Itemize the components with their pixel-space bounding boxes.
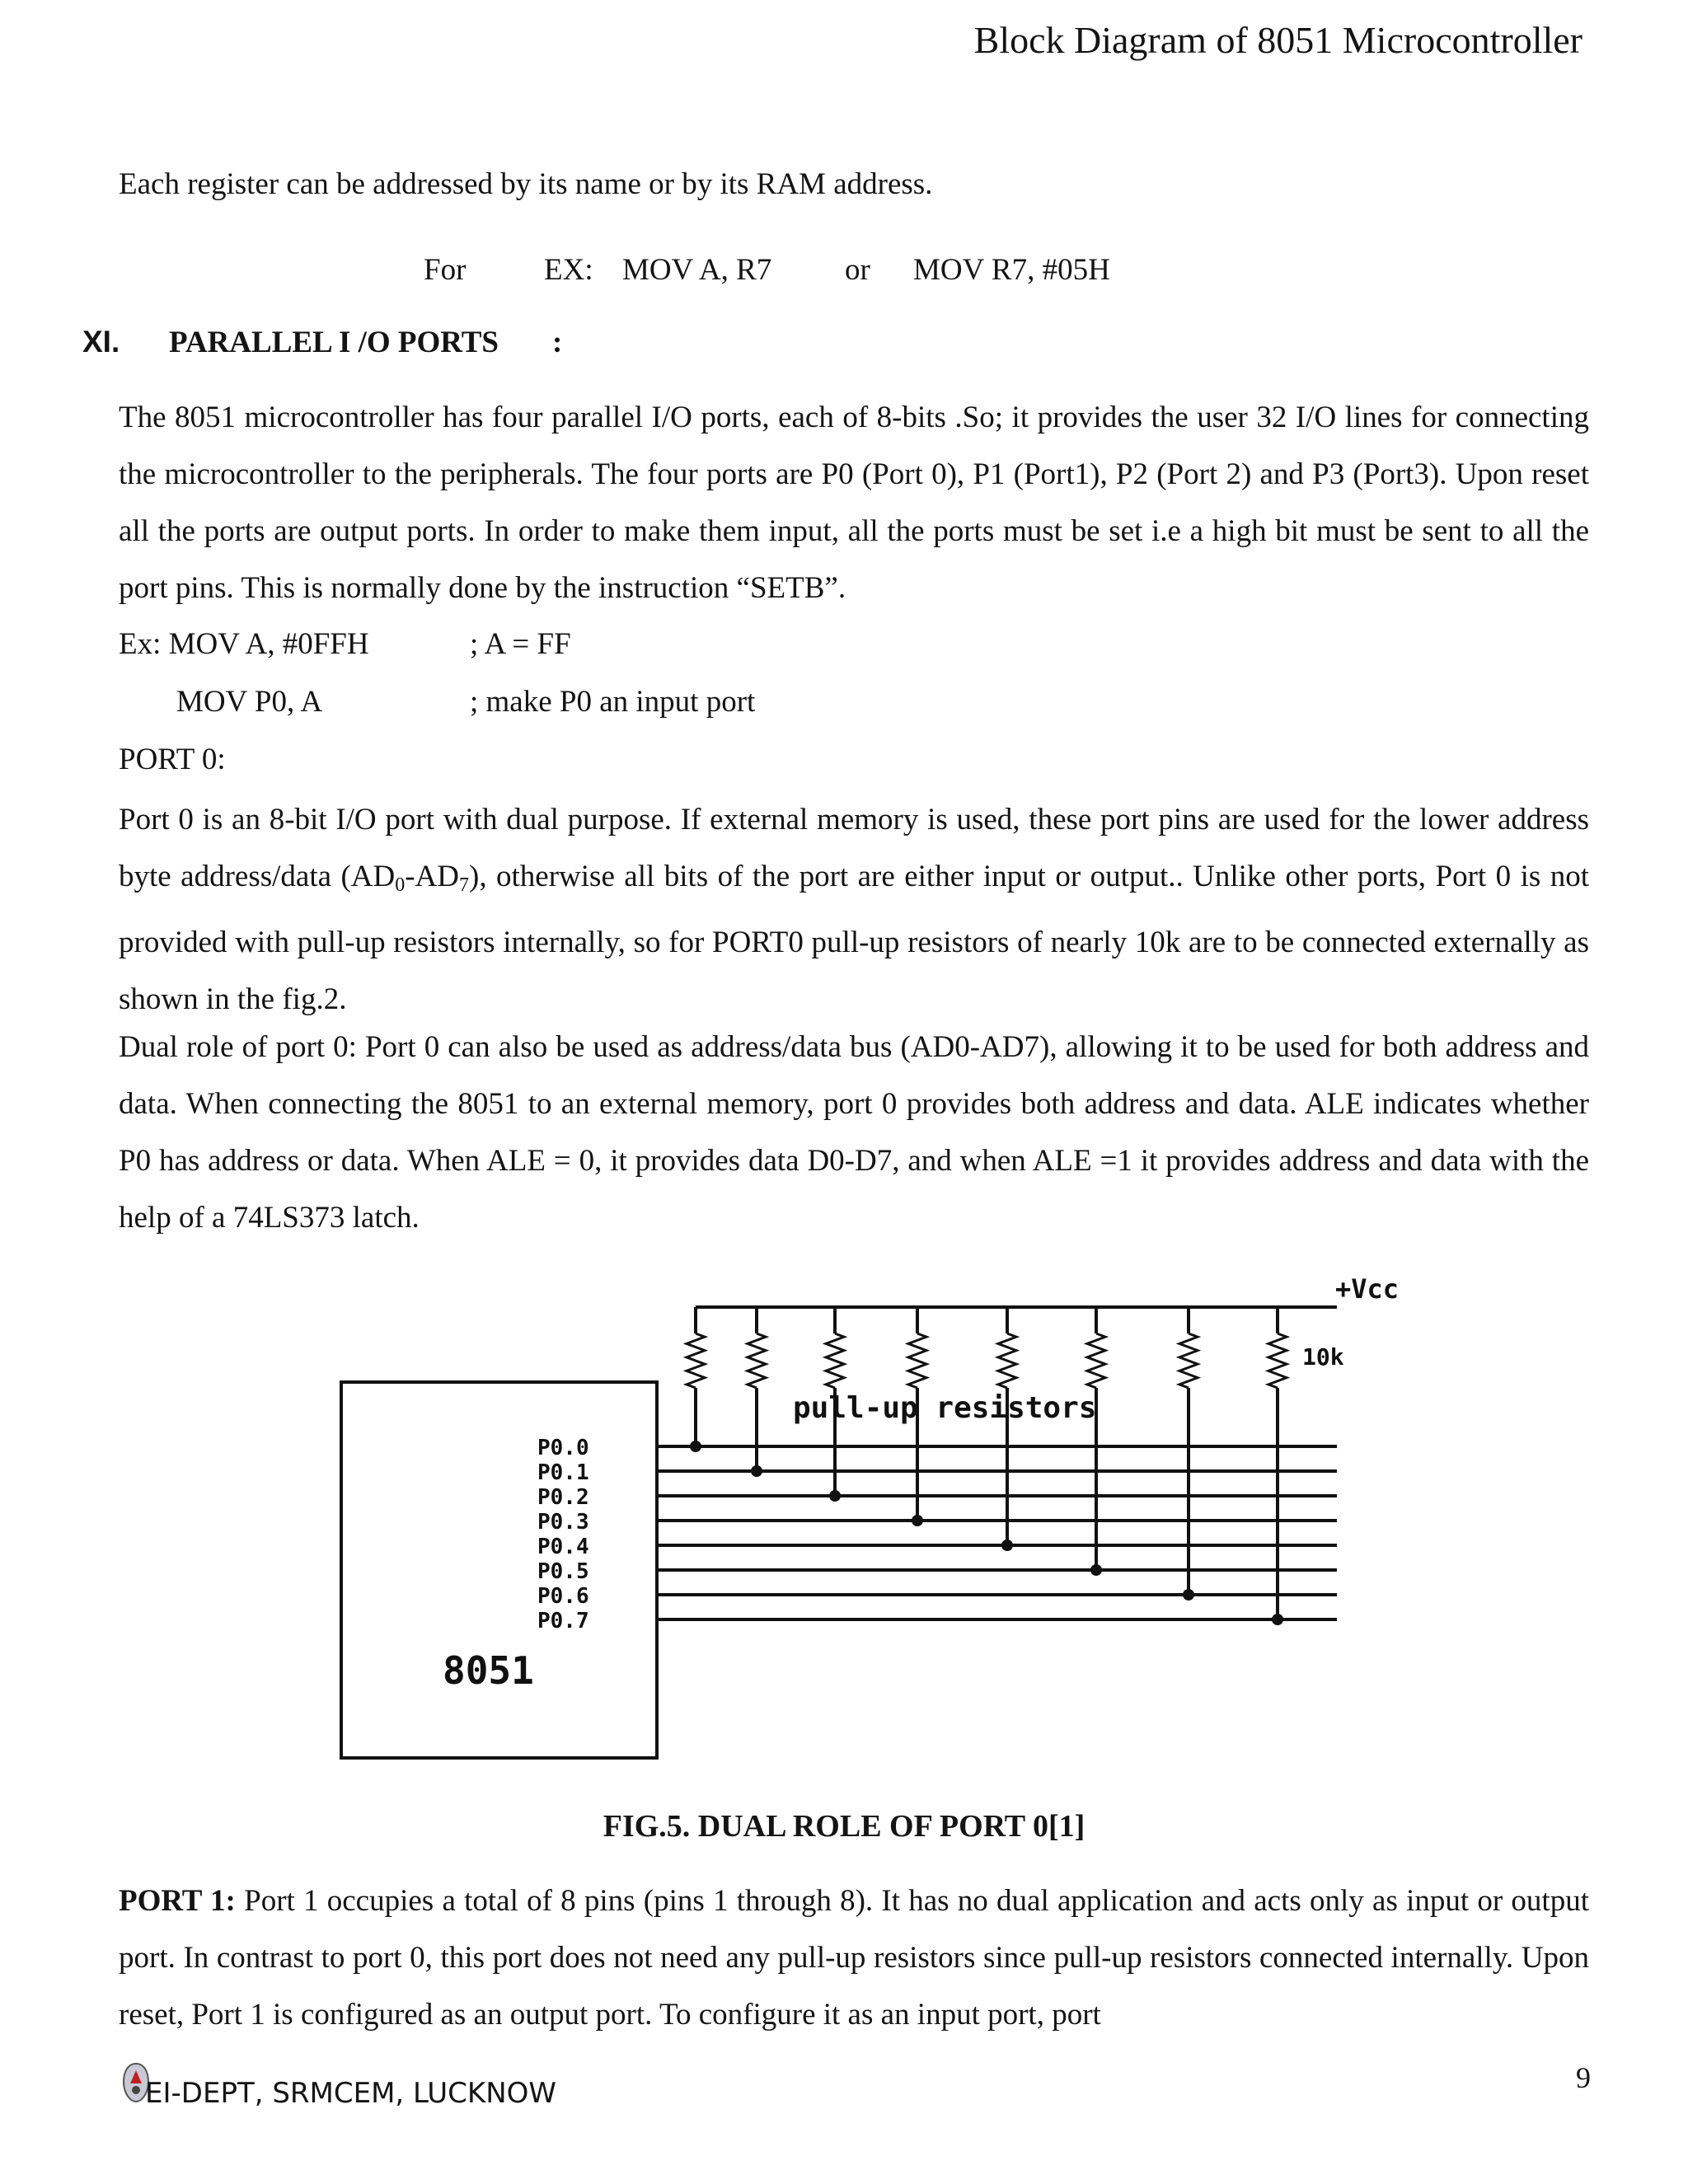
resistor-zigzag-6 [1179,1333,1198,1388]
junction-dot-1 [751,1465,762,1477]
pin-label-p0-0: P0.0 [537,1436,589,1460]
junction-dot-5 [1090,1564,1102,1576]
example-for: For [424,253,467,287]
example-ex-label: EX: [544,253,593,287]
example-comment-1: ; A = FF [470,627,571,661]
port0-dual-role-paragraph: Dual role of port 0: Port 0 can also be used as address/data bus (AD0-AD7), allowing it to be used for both address and data. When connecting the 8051 to an external memory, port 0 provides both address and data. ALE indicates whether P0 has address or data. When ALE = 0, it provides data D0-D7, and when ALE =1 it provides address and data with the help of a 74LS373 latch. [119,1030,1589,1235]
example-or: or [845,253,870,287]
junction-dot-2 [829,1490,841,1502]
port1-paragraph: PORT 1: Port 1 occupies a total of 8 pins (pins 1 through 8). It has no dual application and acts only as input or output port. In contrast to port 0, this port does not need any pull-up resistors since pull-up resistors connected internally. Upon reset, Port 1 is configured as an output port. To configure it as an input port, port [119,1884,1589,2032]
chip-label: 8051 [443,1648,534,1693]
pin-label-p0-5: P0.5 [537,1559,589,1584]
pin-label-p0-6: P0.6 [537,1584,589,1609]
port0-paragraph: Port 0 is an 8-bit I/O port with dual purpose. If external memory is used, these port pins are used for the lower address byte address/data $(AD_0-AD_7)$, otherwise all bits of the port are either input or output.. Unlike other ports, Port 0 is not provided with pull-up resistors internally, so for PORT0 pull-up resistors of nearly 10k are to be connected externally as shown in the fig.2. [119,803,1589,1016]
figure-caption: FIG.5. DUAL ROLE OF PORT 0[1] [603,1809,1085,1844]
resistor-zigzag-0 [687,1333,705,1388]
section-title: PARALLEL I /O PORTS [169,326,499,359]
ports-intro-paragraph: The 8051 microcontroller has four parallel I/O ports, each of 8-bits .So; it provides the user 32 I/O lines for connecting the microcontroller to the peripherals. The four ports are P0 (Port 0), P1 (Port1), P2 (Port 2) and P3 (Port3). Upon reset all the ports are output ports. In order to make them input, all the ports must be set i.e a high bit must be sent to all the port pins. This is normally done by the instruction “SETB”. [119,401,1589,605]
pin-label-p0-4: P0.4 [537,1535,589,1559]
resistor-zigzag-1 [748,1333,766,1388]
resistor-zigzag-2 [826,1333,844,1388]
resistor-value-label: 10k [1302,1343,1344,1371]
junction-dot-3 [912,1515,923,1526]
example-line-1: Ex: MOV A, #0FFH [119,627,369,661]
page-number: 9 [1576,2061,1591,2094]
junction-dot-6 [1183,1589,1194,1601]
vcc-label: +Vcc [1335,1273,1400,1305]
intro-text: Each register can be addressed by its name or by its RAM address. [119,167,933,201]
resistor-zigzag-7 [1268,1333,1287,1388]
pull-up-resistors-label: pull-up resistors [793,1391,1097,1425]
example-instruction-1: MOV A, R7 [622,253,772,287]
pin-label-p0-2: P0.2 [537,1485,589,1510]
section-title-colon: : [552,326,563,359]
example-instruction-2: MOV R7, #05H [913,253,1110,287]
junction-dot-0 [690,1441,701,1452]
pin-label-p0-7: P0.7 [537,1609,589,1633]
chip-8051-box [341,1382,657,1758]
example-line-2: MOV P0, A [176,685,323,719]
example-comment-2: ; make P0 an input port [470,685,756,719]
resistor-zigzag-5 [1087,1333,1105,1388]
junction-dot-7 [1272,1614,1283,1625]
junction-dot-4 [1001,1540,1013,1551]
resistor-zigzag-3 [908,1333,926,1388]
footer-department: EI-DEPT, SRMCEM, LUCKNOW [145,2077,557,2110]
pin-label-p0-1: P0.1 [537,1460,589,1485]
pin-label-p0-3: P0.3 [537,1510,589,1535]
section-number: XI. [82,325,120,359]
page-header-title: Block Diagram of 8051 Microcontroller [973,19,1582,61]
resistor-zigzag-4 [998,1333,1016,1388]
port1-heading: PORT 1: [119,1884,236,1918]
port0-heading: PORT 0: [119,743,226,776]
